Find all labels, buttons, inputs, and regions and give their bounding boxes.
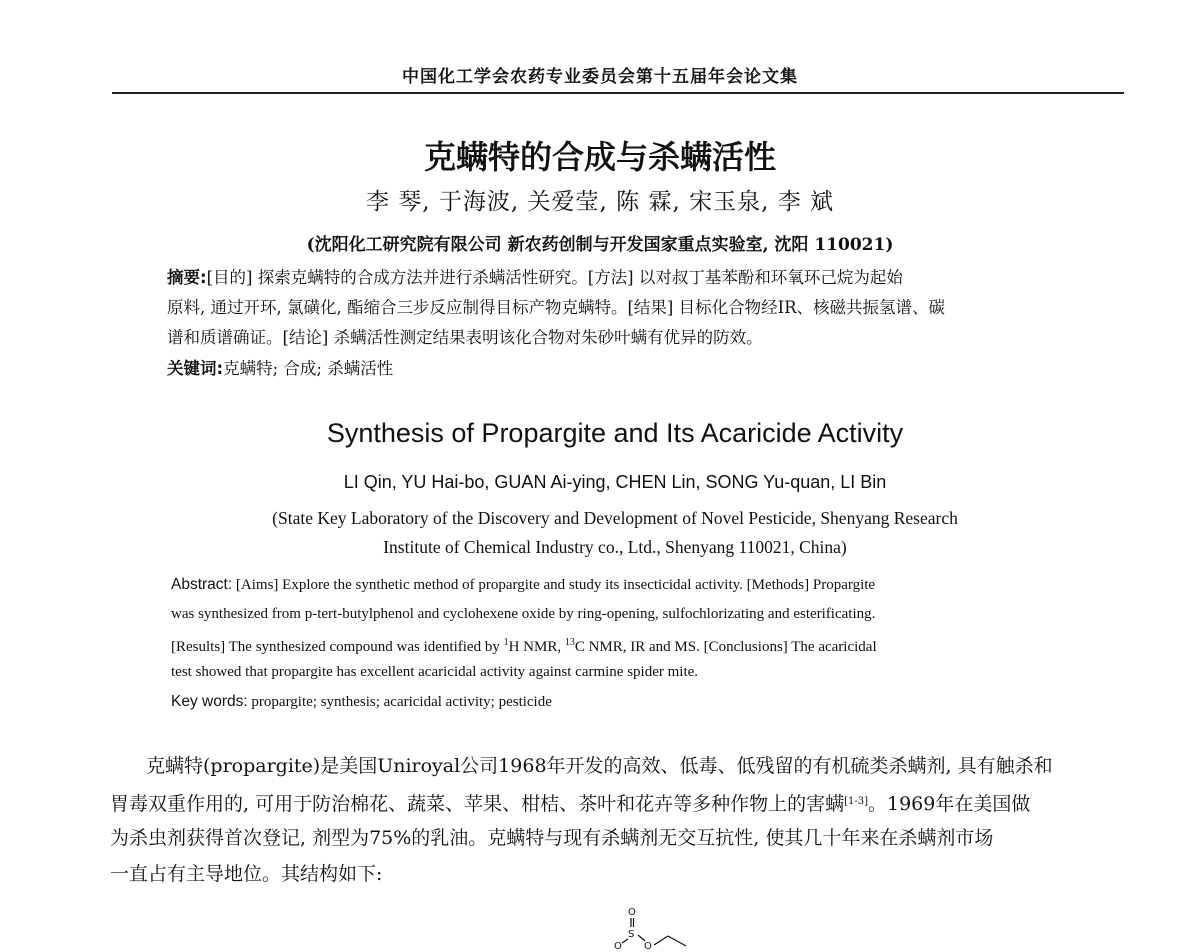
citation: [1-3] [844, 796, 868, 807]
abstract-en-line: was synthesized from p-tert-butylphenol and cyclohexene oxide by ring-opening, sulfochlorizating and esterificating. [171, 606, 876, 622]
bond [622, 939, 628, 943]
abstract-en-text: C NMR, IR and MS. [Conclusions] The acaricidal [574, 639, 877, 655]
authors-en: LI Qin, YU Hai-bo, GUAN Ai-ying, CHEN Lin, SONG Yu-quan, LI Bin [343, 472, 887, 492]
atom-o-top: O [628, 907, 636, 918]
affiliation-cn: (沈阳化工研究院有限公司 新农药创制与开发国家重点实验室, 沈阳 110021) [306, 235, 894, 255]
abstract-en-line: test showed that propargite has excellent acaricidal activity against carmine spider mite. [171, 664, 699, 680]
body-text: 。1969年在美国做 [868, 793, 1031, 815]
affiliation-en-line: Institute of Chemical Industry co., Ltd., Shenyang 110021, China) [383, 537, 847, 557]
abstract-cn-line: 原料, 通过开环, 氯磺化, 酯缩合三步反应制得目标产物克螨特。[结果] 目标化合物经IR、核磁共振氢谱、碳 [167, 298, 946, 317]
keywords-en-text: propargite; synthesis; acaricidal activity; pesticide [251, 694, 552, 710]
keywords-en-label: Key words: [171, 693, 248, 710]
atom-o-left: O [614, 941, 622, 952]
body-line: 为杀虫剂获得首次登记, 剂型为75%的乳油。克螨特与现有杀螨剂无交互抗性, 使其几十年来在杀螨剂市场 [110, 827, 994, 849]
atom-o-right: O [644, 941, 652, 952]
paper-title-en: Synthesis of Propargite and Its Acaricide Activity [326, 418, 904, 448]
abstract-cn-line: 谱和质谱确证。[结论] 杀螨活性测定结果表明该化合物对朱砂叶螨有优异的防效。 [167, 328, 763, 347]
abstract-en-text: [Results] The synthesized compound was identified by [171, 639, 504, 655]
keywords-cn [167, 355, 1047, 383]
affiliation-en-line: (State Key Laboratory of the Discovery and Development of Novel Pesticide, Shenyang Research [272, 508, 958, 528]
abstract-en-text: [Aims] Explore the synthetic method of propargite and study its insecticidal activity. [Methods] Propargite [235, 577, 876, 593]
keywords-cn-text: 克螨特; 合成; 杀螨活性 [223, 359, 394, 378]
abstract-cn-line [167, 264, 1047, 292]
abstract-cn-text: [目的] 探索克螨特的合成方法并进行杀螨活性研究。[方法] 以对叔丁基苯酚和环氧环己烷为起始 [206, 268, 903, 287]
abstract-cn-label: 摘要: [167, 268, 207, 287]
abstract-en-label: Abstract: [171, 576, 233, 593]
bond [654, 936, 668, 945]
body-line: 一直占有主导地位。其结构如下: [110, 863, 383, 885]
running-header: 中国化工学会农药专业委员会第十五届年会论文集 [402, 67, 798, 87]
header-rule [112, 92, 1124, 94]
abstract-en-text: H NMR, [508, 639, 565, 655]
bond [668, 936, 686, 946]
authors-cn: 李 琴, 于海波, 关爱莹, 陈 霖, 宋玉泉, 李 斌 [365, 189, 835, 215]
atom-s: S [628, 929, 635, 940]
body-line [110, 786, 1130, 820]
paper-title-cn: 克螨特的合成与杀螨活性 [423, 138, 776, 176]
body-line: 克螨特(propargite)是美国Uniroyal公司1968年开发的高效、低毒、低残留的有机硫类杀螨剂, 具有触杀和 [146, 755, 1053, 777]
chemical-structure [600, 905, 720, 952]
abstract-en-line [171, 629, 1051, 661]
keywords-en [171, 688, 1051, 716]
abstract-en-line [171, 571, 1051, 599]
superscript: 1 [503, 637, 509, 648]
superscript: 13 [564, 637, 575, 648]
keywords-cn-label: 关键词: [167, 359, 224, 378]
body-text: 胃毒双重作用的, 可用于防治棉花、蔬菜、苹果、柑桔、茶叶和花卉等多种作物上的害螨 [110, 793, 845, 815]
